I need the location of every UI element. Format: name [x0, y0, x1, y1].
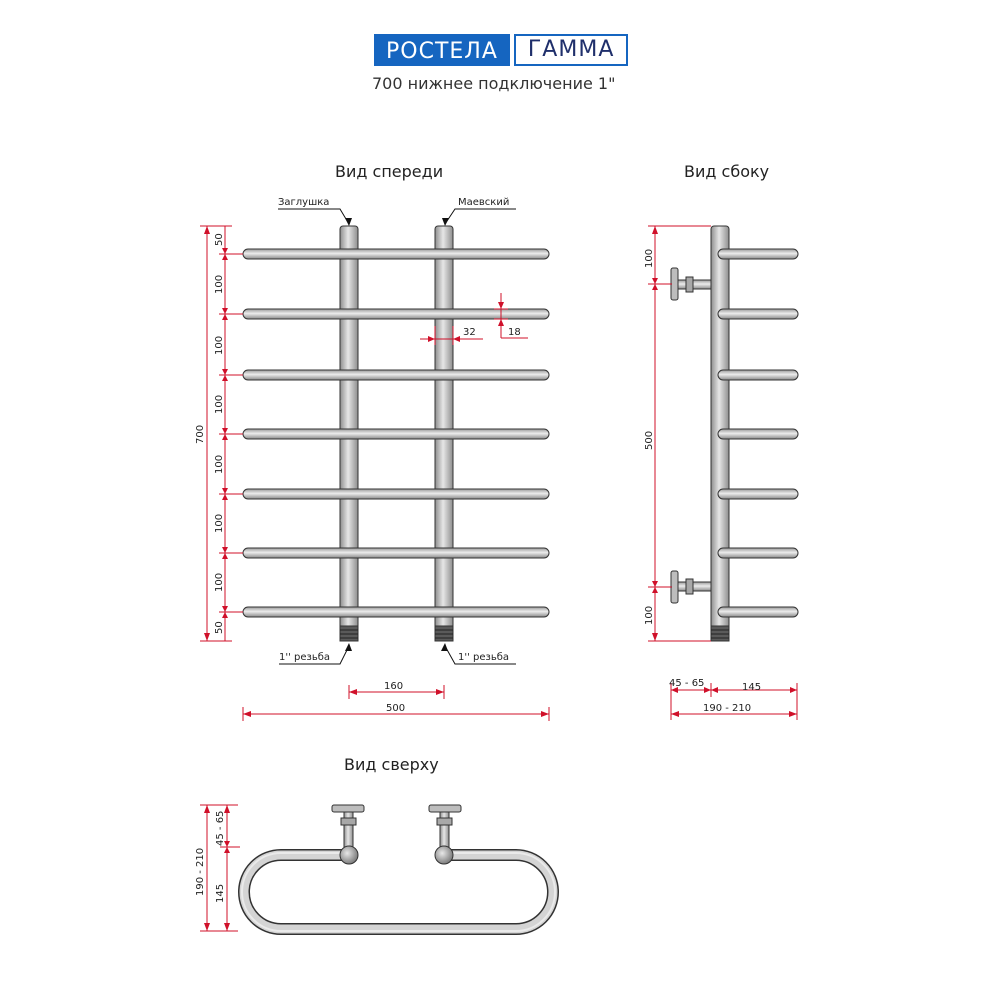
- dim-spacing: 50: [214, 621, 225, 634]
- top-view: [195, 755, 555, 931]
- dim-spacing: 100: [214, 274, 225, 294]
- dim-top-total: 190 - 210: [195, 847, 206, 896]
- dim-width: 500: [386, 703, 406, 714]
- dim-side-top: 100: [644, 248, 655, 268]
- top-view-title: Вид сверху: [344, 755, 439, 774]
- dim-side-total: 190 - 210: [703, 703, 752, 714]
- dim-pipe-diameter: 32: [463, 327, 476, 338]
- brand-name-left: РОСТЕЛА: [374, 34, 510, 66]
- thread-right-label: 1'' резьба: [458, 652, 510, 663]
- rung: [718, 429, 798, 439]
- dim-top-wall: 45 - 65: [215, 810, 226, 846]
- rung: [243, 489, 549, 499]
- side-view: [644, 162, 798, 720]
- dim-spacing: 100: [214, 513, 225, 533]
- mayevsky-label: Маевский: [458, 197, 510, 208]
- rung: [718, 607, 798, 617]
- side-bracket-bottom: [671, 571, 711, 603]
- rung: [243, 548, 549, 558]
- dim-spacing: 100: [214, 394, 225, 414]
- thread-left-label: 1'' резьба: [279, 652, 331, 663]
- rung: [243, 309, 549, 319]
- front-rungs: [243, 249, 549, 617]
- front-view-title: Вид спереди: [335, 162, 444, 181]
- dim-spacing: 100: [214, 335, 225, 355]
- brand-name-right: ГАММА: [514, 34, 628, 66]
- rung: [243, 607, 549, 617]
- rung: [718, 309, 798, 319]
- dim-rung-diameter: 18: [508, 327, 521, 338]
- dim-side-wall: 45 - 65: [669, 678, 705, 689]
- rung: [243, 370, 549, 380]
- front-view: [195, 162, 549, 721]
- dim-spacing: 100: [214, 572, 225, 592]
- dim-top-depth: 145: [215, 883, 226, 903]
- dim-side-bottom: 100: [644, 605, 655, 625]
- side-bracket-top: [671, 268, 711, 300]
- rung: [718, 548, 798, 558]
- side-view-title: Вид сбоку: [684, 162, 770, 181]
- dim-spacing: 50: [214, 233, 225, 246]
- dim-total-height: 700: [195, 424, 206, 444]
- dim-side-depth: 145: [742, 682, 762, 693]
- rung: [718, 370, 798, 380]
- side-rungs: [718, 249, 798, 617]
- model-subtitle: 700 нижнее подключение 1": [372, 74, 616, 93]
- rung: [718, 249, 798, 259]
- rung: [243, 249, 549, 259]
- dim-axis-distance: 160: [384, 681, 404, 692]
- rung: [718, 489, 798, 499]
- dim-side-middle: 500: [644, 430, 655, 450]
- dim-spacing: 100: [214, 454, 225, 474]
- rung: [243, 429, 549, 439]
- plug-label: Заглушка: [278, 197, 330, 208]
- top-rung-outline: [244, 855, 553, 929]
- top-rung-fill: [244, 855, 553, 929]
